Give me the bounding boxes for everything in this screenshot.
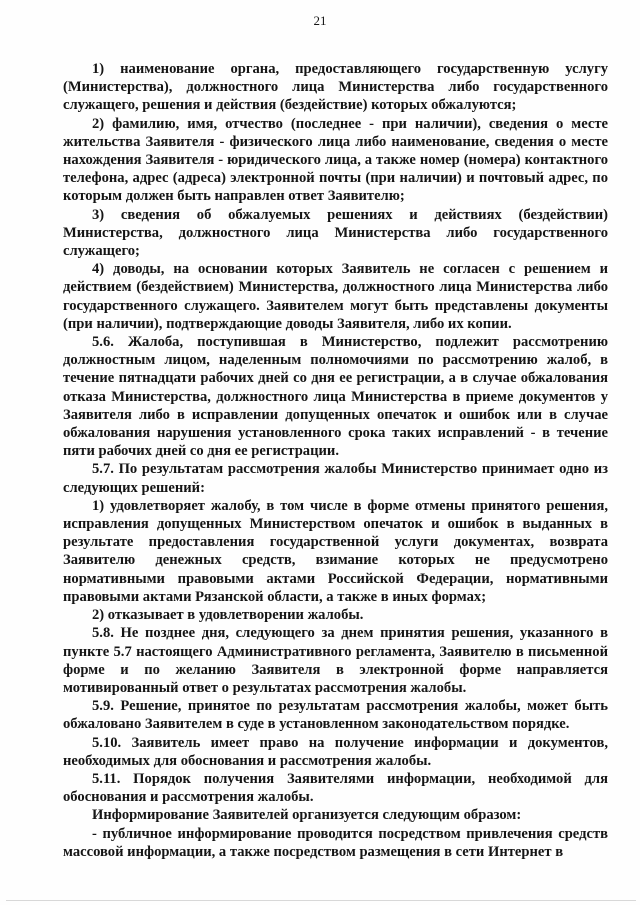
paragraph-item-3: 3) сведения об обжалуемых решениях и действиях (бездействии) Министерства, должностного лица Министерства либо государственного служащего; [63, 206, 608, 260]
paragraph-item-4: 4) доводы, на основании которых Заявитель не согласен с решением и действием (бездействием) Министерства, должностного лица Министерства либо государственного служащего. Заявителем могут быть представлены документы (при наличии), подтверждающие доводы Заявителя, либо их копии. [63, 261, 608, 332]
paragraph-5-7-item-1: 1) удовлетворяет жалобу, в том числе в форме отмены принятого решения, исправления допущенных Министерством опечаток и ошибок в выданных в результате предоставления государственной услуги документах, возврата Заявителю денежных средств, взимание которых не предусмотрено нормативными правовыми актами Российской Федерации, нормативными правовыми актами Рязанской области, а также в иных формах; [63, 497, 608, 605]
page-number: 21 [313, 13, 327, 28]
document-body [63, 60, 608, 861]
scan-edge-line [6, 900, 636, 901]
paragraph-item-1: 1) наименование органа, предоставляющего государственную услугу (Министерства), должностного лица Министерства либо государственного служащего, решения и действия (бездействие) которых обжалуются; [63, 61, 608, 114]
paragraph-5-11: 5.11. Порядок получения Заявителями информации, необходимой для обоснования и рассмотрения жалобы. [63, 770, 608, 806]
paragraph-5-8: 5.8. Не позднее дня, следующего за днем принятия решения, указанного в пункте 5.7 настоящего Административного регламента, Заявителю в письменной форме и по желанию Заявителя в электронной форме направляется мотивированный ответ о результатах рассмотрения жалобы. [63, 625, 608, 696]
paragraph-5-10: 5.10. Заявитель имеет право на получение информации и документов, необходимых для обоснования и рассмотрения жалобы. [63, 734, 608, 769]
paragraph-5-7: 5.7. По результатам рассмотрения жалобы Министерство принимает одно из следующих решений: [63, 461, 608, 496]
paragraph-5-9: 5.9. Решение, принятое по результатам рассмотрения жалобы, может быть обжаловано Заявителем в суде в установленном законодательством порядке. [63, 698, 608, 733]
paragraph-informing: Информирование Заявителей организуется следующим образом: [92, 807, 522, 824]
paragraph-5-6: 5.6. Жалоба, поступившая в Министерство, подлежит рассмотрению должностным лицом, наделенным полномочиями по рассмотрению жалоб, в течение пятнадцати рабочих дней со дня ее регистрации, а в случае обжалования отказа Министерства, должностного лица Министерства в приеме документов у Заявителя либо в исправлении допущенных опечаток и ошибок или в случае обжалования нарушения установленного срока таких исправлений - в течение пяти рабочих дней со дня ее регистрации. [63, 334, 608, 460]
paragraph-public-informing: - публичное информирование проводится посредством привлечения средств массовой информации, а также посредством размещения в сети Интернет в [63, 825, 608, 860]
paragraph-5-7-item-2: 2) отказывает в удовлетворении жалобы. [92, 607, 364, 624]
paragraph-item-2: 2) фамилию, имя, отчество (последнее - при наличии), сведения о месте жительства Заявителя - физического лица либо наименование, сведения о месте нахождения Заявителя - юридического лица, а также номер (номера) контактного телефона, адрес (адреса) электронной почты (при наличии) и почтовый адрес, по которым должен быть направлен ответ Заявителю; [63, 115, 608, 205]
